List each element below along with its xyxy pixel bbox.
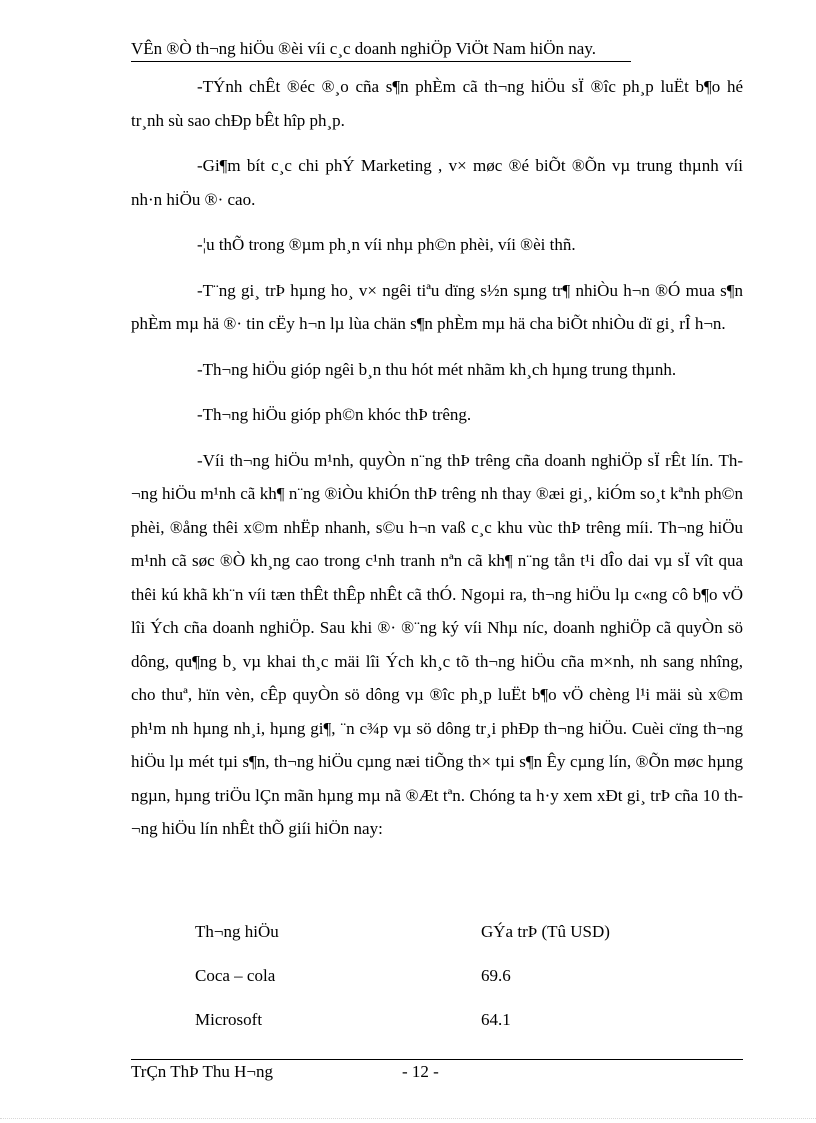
table-header-row (195, 917, 735, 961)
table-cell-value: 64.1 (481, 1010, 511, 1029)
table-cell-value: 69.6 (481, 966, 511, 985)
table-cell-brand: Coca – cola (195, 966, 276, 985)
paragraph-7: -Víi th¬ng hiÖu m¹nh, quyÒn n¨ng thÞ trêng cña doanh nghiÖp sÏ rÊt lín. Th¬ng hiÖu m¹nh cã kh¶ n¨ng ®iÒu khiÓn thÞ trêng nh thay ®æi gi¸, kiÓm so¸t kªnh ph©n phèi, ®ång thêi x©m nhËp nhanh, s©u h¬n vaß c¸c khu vùc thÞ trêng míi. Th¬ng hiÖu m¹nh cã søc ®Ò kh¸ng cao trong c¹nh tranh nªn cã kh¶ n¨ng tån t¹i dÎo dai vµ sÏ vît qua thêi kú khã kh¨n víi tæn thÊt thÊp nhÊt cã thÓ. Ngoµi ra, th¬ng hiÖu lµ c«ng cô b¶o vÖ lîi Ých cña doanh nghiÖp. Sau khi ®· ®¨ng ký víi Nhµ níc, doanh nghiÖp cã quyÒn sö dông, qu¶ng b¸ vµ khai th¸c mäi lîi Ých kh¸c tõ th¬ng hiÖu cña m×nh, nh sang nhîng, cho thuª, hïn vèn, cÊp quyÒn sö dông vµ ®îc ph¸p luËt b¶o vÖ chèng l¹i mäi sù x©m ph¹m nh hµng nh¸i, hµng gi¶, ¨n c¾p vµ sö dông tr¸i phÐp th¬ng hiÖu. Cuèi cïng th¬ng hiÖu lµ mét tµi s¶n, th¬ng hiÖu cµng næi tiÕng th× tµi s¶n Êy cµng lín, ®Õn møc hµng ngµn, hµng triÖu lÇn mãn hµng mµ nã ®Æt tªn. Chóng ta h·y xem xÐt gi¸ trÞ cña 10 th¬ng hiÖu lín nhÊt thÕ giíi hiÖn nay: (131, 450, 743, 838)
running-header: VÊn ®Ò th¬ng hiÖu ®èi víi c¸c doanh nghiÖp ViÖt Nam hiÖn nay. (131, 39, 597, 58)
paragraph-1: -TÝnh chÊt ®éc ®¸o cña s¶n phÈm cã th¬ng hiÖu sÏ ®îc ph¸p luËt b¶o hé tr¸nh sù sao chÐp bÊt hîp ph¸p. (131, 77, 743, 130)
table-row (195, 1005, 735, 1049)
table-cell-brand: Microsoft (195, 1010, 263, 1029)
footer-divider (131, 1059, 743, 1060)
page-bottom-edge (0, 1118, 816, 1119)
table-header-brand: Th¬ng hiÖu (195, 922, 279, 941)
paragraph-2: -Gi¶m bít c¸c chi phÝ Marketing , v× møc ®é biÕt ®Õn vµ trung thµnh víi nh·n hiÖu ®· cao. (131, 156, 743, 209)
footer-author: TrÇn ThÞ Thu H¬ng (131, 1062, 274, 1081)
table-header-value: GÝa trÞ (Tû USD) (481, 922, 610, 941)
paragraph-5: -Th¬ng hiÖu gióp ngêi b¸n thu hót mét nhãm kh¸ch hµng trung thµnh. (197, 359, 677, 379)
brand-value-table (195, 917, 735, 1049)
paragraph-6: -Th¬ng hiÖu gióp ph©n khóc thÞ trêng. (197, 405, 472, 424)
page-number: - 12 - (402, 1062, 439, 1081)
table-row (195, 961, 735, 1005)
header-underline (131, 61, 631, 62)
body-text (131, 70, 743, 858)
paragraph-3: -¦u thÕ trong ®µm ph¸n víi nhµ ph©n phèi, víi ®èi thñ. (197, 235, 576, 254)
paragraph-4: -T¨ng gi¸ trÞ hµng ho¸ v× ngêi tiªu dïng s½n sµng tr¶ nhiÒu h¬n ®Ó mua s¶n phÈm mµ hä ®· tin cËy h¬n lµ lùa chän s¶n phÈm mµ hä cha biÕt nhiÒu dï gi¸ rÎ h¬n. (131, 280, 743, 333)
